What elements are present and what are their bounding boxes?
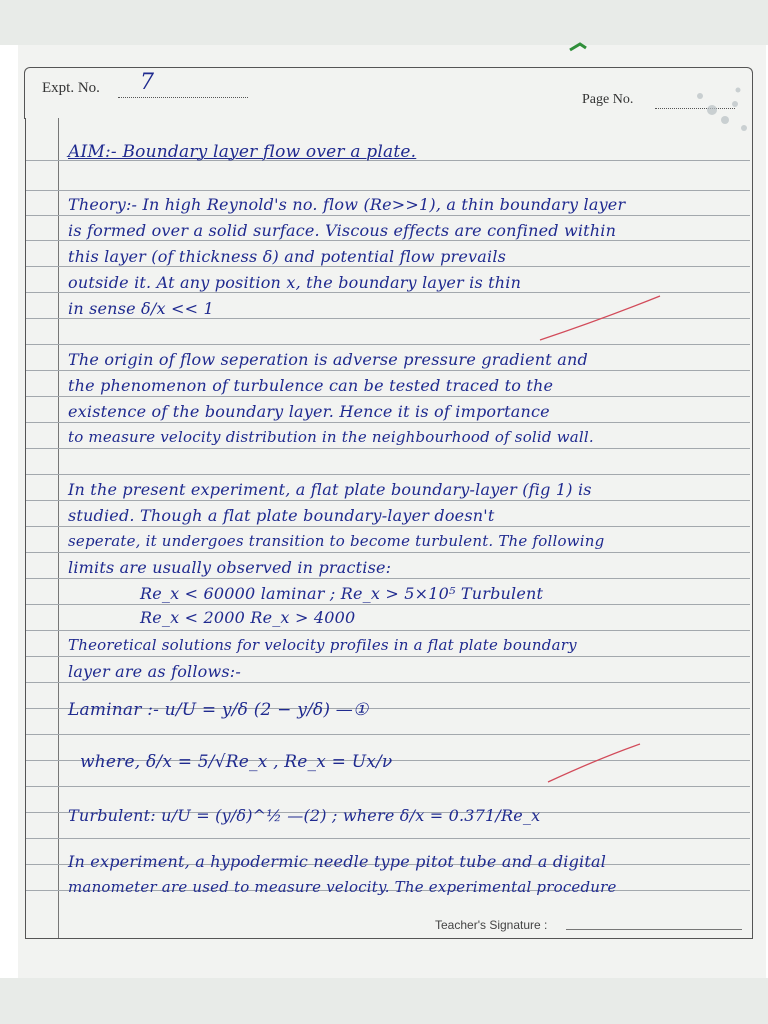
handwritten-line: layer are as follows:-	[68, 662, 242, 681]
handwritten-line: Theoretical solutions for velocity profiles in a flat plate boundary	[68, 636, 577, 654]
handwritten-line: The origin of flow seperation is adverse pressure gradient and	[68, 350, 588, 369]
expt-no-label: Expt. No.	[42, 80, 100, 96]
reynolds-limits-line: Re_x < 60000 laminar ; Re_x > 5×10⁵ Turbulent	[140, 584, 544, 603]
handwritten-line: outside it. At any position x, the boundary layer is thin	[68, 273, 522, 292]
handwritten-line: is formed over a solid surface. Viscous effects are confined within	[68, 221, 617, 240]
handwritten-line: In experiment, a hypodermic needle type pitot tube and a digital	[68, 852, 607, 871]
handwritten-line: to measure velocity distribution in the neighbourhood of solid wall.	[68, 428, 594, 446]
where-equation: where, δ/x = 5/√Re_x , Re_x = Ux/ν	[80, 752, 393, 772]
handwritten-line: seperate, it undergoes transition to become turbulent. The following	[68, 532, 605, 550]
red-tick-mark	[548, 744, 640, 782]
handwritten-line: In the present experiment, a flat plate boundary-layer (fig 1) is	[68, 480, 592, 499]
teacher-signature-label: Teacher's Signature :	[435, 918, 548, 932]
page-no-label: Page No.	[582, 92, 634, 107]
handwritten-line: existence of the boundary layer. Hence it is of importance	[68, 402, 550, 421]
reynolds-limits-line: Re_x < 2000 Re_x > 4000	[140, 608, 356, 627]
turbulent-equation: Turbulent: u/U = (y/δ)^½ —(2) ; where δ/x = 0.371/Re_x	[68, 806, 541, 825]
expt-no-value: 7	[140, 70, 154, 95]
handwritten-line: this layer (of thickness δ) and potential flow prevails	[68, 247, 507, 266]
handwritten-line: in sense δ/x << 1	[68, 299, 214, 318]
handwritten-line: the phenomenon of turbulence can be tested traced to the	[68, 376, 554, 395]
green-stamp-mark	[570, 44, 586, 50]
handwritten-line: manometer are used to measure velocity. The experimental procedure	[68, 878, 617, 896]
laminar-equation: Laminar :- u/U = y/δ (2 − y/δ) —①	[68, 700, 369, 720]
red-tick-mark	[540, 296, 660, 340]
handwritten-line: studied. Though a flat plate boundary-layer doesn't	[68, 506, 495, 525]
handwritten-line: limits are usually observed in practise:	[68, 558, 392, 577]
signature-line	[566, 929, 742, 930]
smudge-mark	[697, 88, 747, 132]
handwritten-line: Theory:- In high Reynold's no. flow (Re>>1), a thin boundary layer	[68, 195, 626, 214]
aim-line: AIM:- Boundary layer flow over a plate.	[68, 142, 417, 162]
